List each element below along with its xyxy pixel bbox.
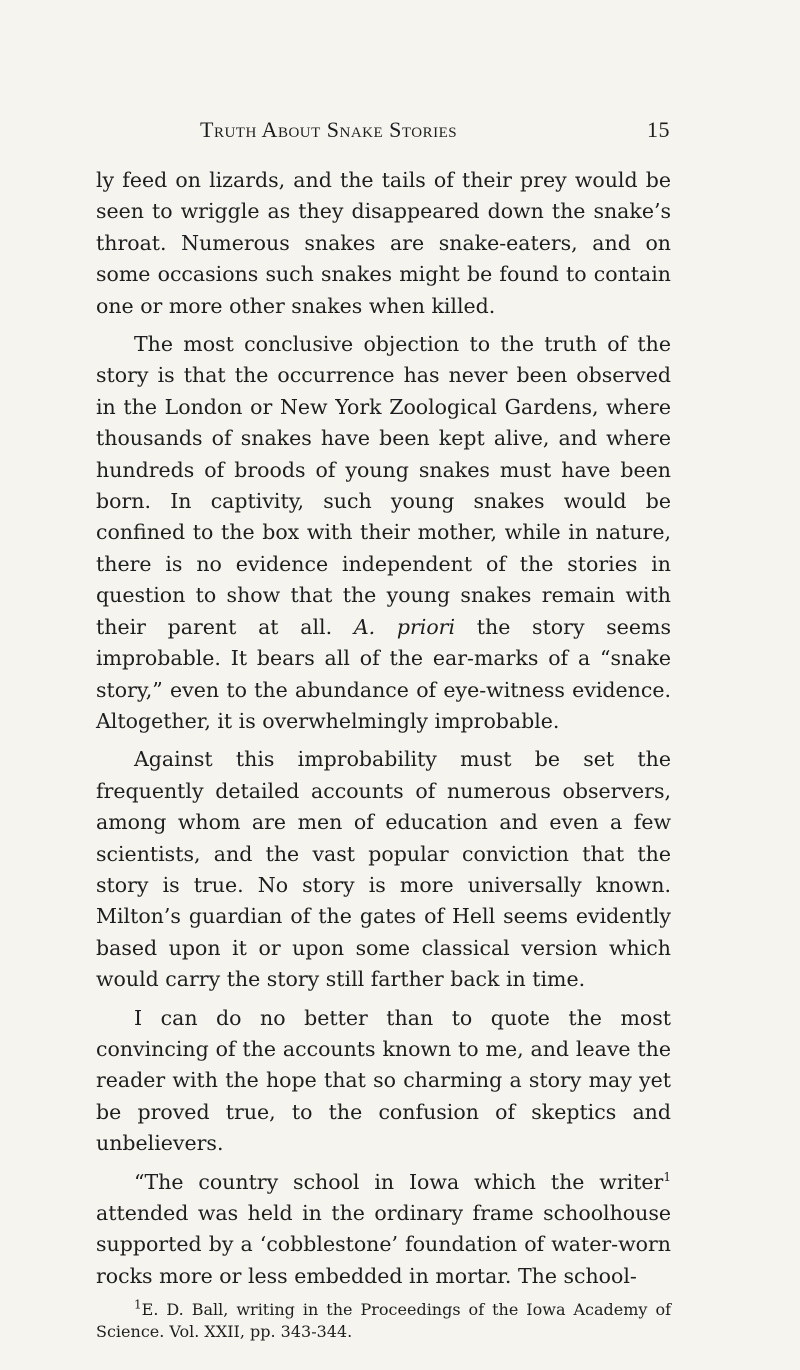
paragraph-objection [96, 329, 671, 737]
footnote [96, 1299, 671, 1343]
paragraph-text: ly feed on lizards, and the tails of their prey would be seen to wriggle as they disappeared down the snake’s throat. Numerous snakes are snake-eaters, and on some occasions such snakes might be found to contain one or more other snakes when killed. [96, 168, 671, 318]
paragraph-text: Against this improbability must be set the frequently detailed accounts of numerous observers, among whom are men of education and even a few scientists, and the vast popular conviction that the story is true. No story is more universally known. Milton’s guardian of the gates of Hell seems evidently based upon it or upon some classical version which would carry the story still farther back in time. [96, 747, 671, 992]
page-number: 15 [647, 117, 670, 142]
paragraph-text: The most conclusive objection to the truth of the story is that the occurrence has never been observed in the London or New York Zoological Gardens, where thousands of snakes have been kept alive, and where hundreds of broods of young snakes must have been born. In captivity, such young snakes would be confined to the box with their mother, while in nature, there is no evidence independent of the stories in question to show that the young snakes remain with their parent at all. [96, 332, 671, 639]
italic-phrase: A. priori [353, 614, 456, 639]
footnote-text: E. D. Ball, writing in the Proceedings of the Iowa Academy of Science. Vol. XXII, pp. 343-344. [96, 1300, 671, 1342]
paragraph-improbability [96, 744, 671, 995]
running-head [200, 117, 670, 147]
paragraph-text: I can do no better than to quote the most convincing of the accounts known to me, and leave the reader with the hope that so charming a story may yet be proved true, to the confusion of skeptics and unbelievers. [96, 1005, 671, 1156]
footnote-marker: 1 [134, 1297, 142, 1312]
paragraph-quotation [96, 1167, 671, 1293]
footnote-reference: 1 [663, 1169, 671, 1184]
body-text [96, 165, 671, 1343]
paragraph-text: attended was held in the ordinary frame schoolhouse supported by a ‘cobblestone’ foundation of water-worn rocks more or less embedded in mortar. The school- [96, 1201, 671, 1288]
running-head-title: Truth About Snake Stories [200, 117, 458, 142]
paragraph-text: “The country school in Iowa which the writer [134, 1169, 664, 1194]
paragraph-quote-intro [96, 1003, 671, 1160]
paragraph-continuation [96, 165, 671, 322]
paragraph-text: the story seems improbable. It bears all of the ear-marks of a “snake story,” even to the abundance of eye-witness evidence. Altogether, it is overwhelmingly improbable. [96, 614, 671, 733]
